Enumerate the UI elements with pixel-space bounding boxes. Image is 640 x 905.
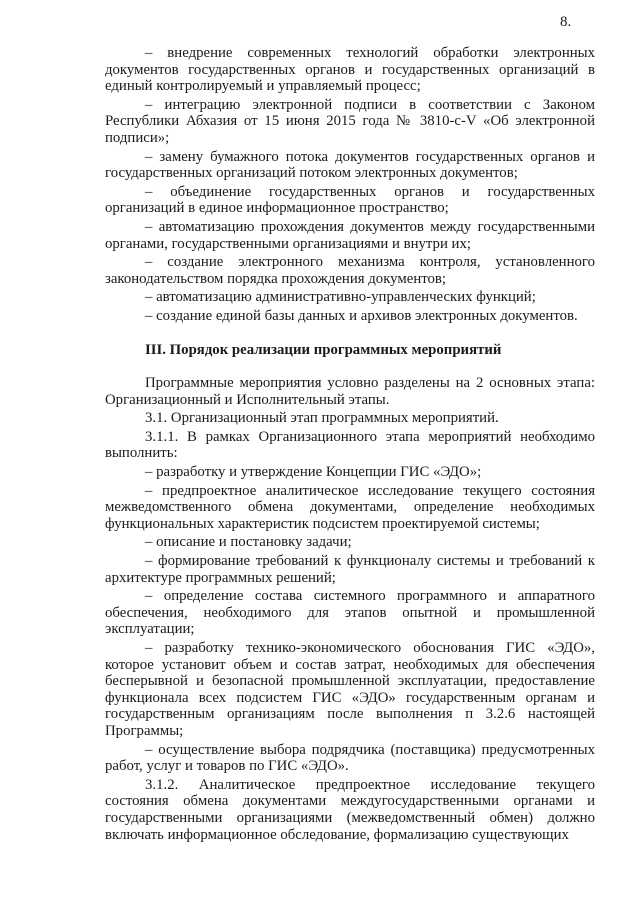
paragraph: – предпроектное аналитическое исследование текущего состояния межведомственного обмена документами, определение необходимых функциональных характеристик подсистем проектируемой системы;: [105, 482, 595, 532]
paragraph: – создание единой базы данных и архивов электронных документов.: [145, 307, 578, 324]
paragraph: – определение состава системного программного и аппаратного обеспечения, необходимого для этапов опытной и промышленной эксплуатации;: [105, 588, 595, 638]
paragraph: – объединение государственных органов и государственных организаций в единое информационное пространство;: [105, 183, 595, 217]
paragraph: – осуществление выбора подрядчика (поставщика) предусмотренных работ, услуг и товаров по ГИС «ЭДО».: [105, 741, 595, 775]
paragraph: – разработку технико-экономического обоснования ГИС «ЭДО», которое установит объем и состав затрат, необходимых для обеспечения бесперывной и безопасной промышленной эксплуатации, предоставление функционала всех подсистем ГИС «ЭДО» государственным органам и государственным организациям после выполнения п 3.2.6 настоящей Программы;: [105, 640, 595, 739]
paragraph: 3.1.2. Аналитическое предпроектное исследование текущего состояния обмена документами междугосударственными органами и государственными организациями (межведомственный обмен) должно включать информационное обследование, формализацию существующих: [105, 776, 595, 843]
paragraph: – описание и постановку задачи;: [145, 534, 352, 551]
paragraph: – интеграцию электронной подписи в соответствии с Законом Республики Абхазия от 15 июня 2015 года № 3810-с-V «Об электронной подписи»;: [105, 96, 595, 146]
paragraph: – создание электронного механизма контроля, установленного законодательством порядка прохождения документов;: [105, 254, 595, 287]
paragraph: – формирование требований к функционалу системы и требований к архитектуре программных решений;: [105, 553, 595, 586]
paragraph: Программные мероприятия условно разделены на 2 основных этапа: Организационный и Исполнительный этапы.: [105, 375, 595, 408]
paragraph: – автоматизацию административно-управленческих функций;: [145, 289, 536, 306]
document-body: [105, 45, 595, 845]
section-heading: III. Порядок реализации программных мероприятий: [145, 341, 502, 358]
paragraph: – внедрение современных технологий обработки электронных документов государственных органов и государственных организаций в единый контролируемый и управляемый процесс;: [105, 45, 595, 95]
paragraph: 3.1.1. В рамках Организационного этапа мероприятий необходимо выполнить:: [105, 428, 595, 462]
paragraph: – разработку и утверждение Концепции ГИС «ЭДО»;: [145, 464, 482, 481]
paragraph: 3.1. Организационный этап программных мероприятий.: [145, 410, 499, 427]
page-number: 8.: [560, 14, 572, 30]
paragraph: – замену бумажного потока документов государственных органов и государственных организаций потоком электронных документов;: [105, 148, 595, 182]
paragraph: – автоматизацию прохождения документов между государственными органами, государственными организациями и внутри их;: [105, 218, 595, 252]
